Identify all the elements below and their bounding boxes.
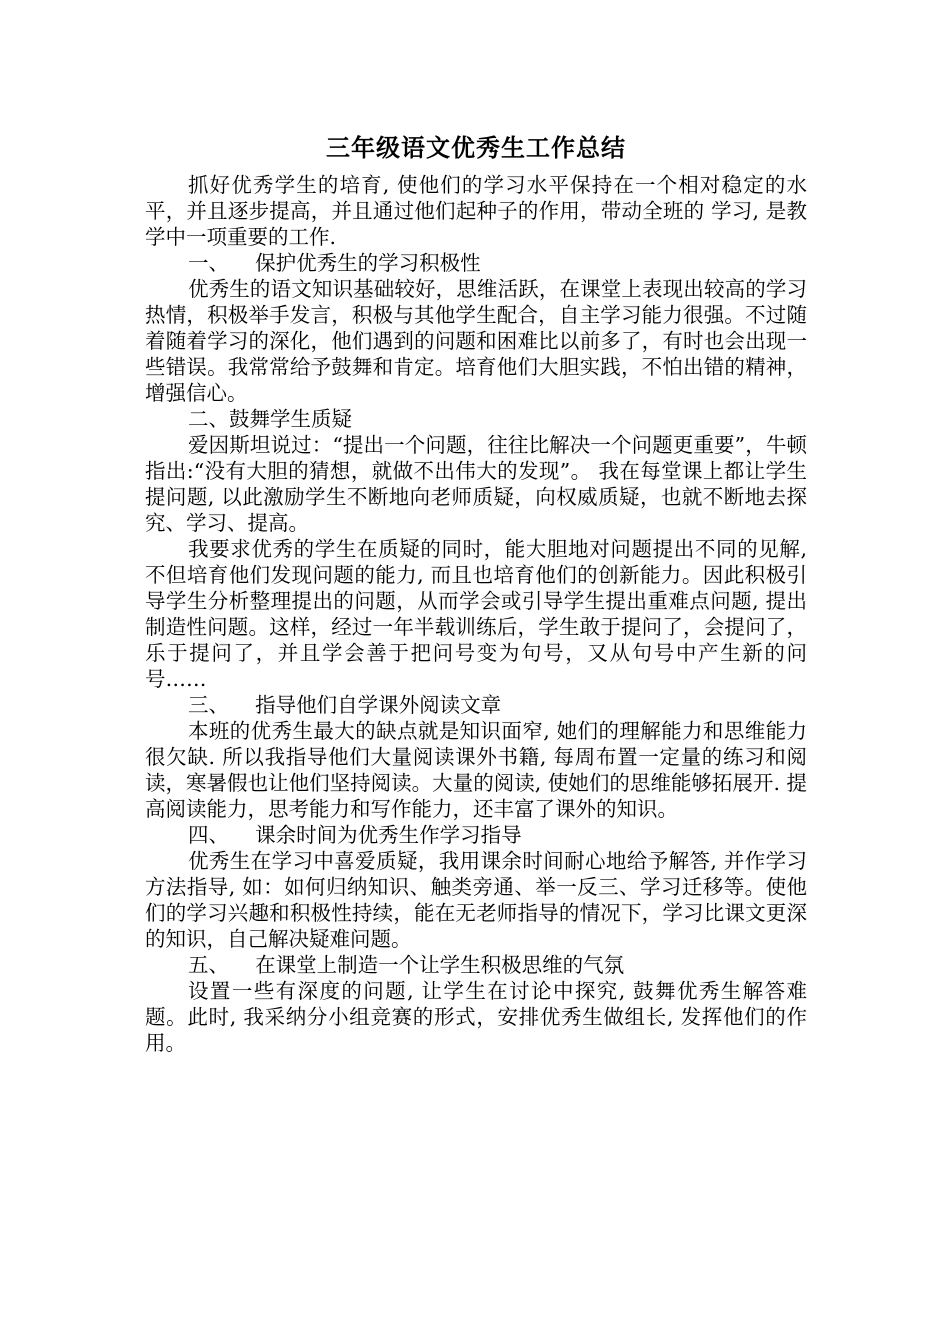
document-page bbox=[145, 128, 807, 1056]
paragraph-section-1: 优秀生的语文知识基础较好，思维活跃，在课堂上表现出较高的学习热情，积极举手发言，积极与其他学生配合，自主学习能力很强。不过随着随着学习的深化，他们遇到的问题和困难比以前多了，有时也会出现一些错误。我常常给予鼓舞和肯定。培育他们大胆实践，不怕出错的精神，增强信心。 bbox=[145, 277, 807, 405]
section-heading-4: 四、 课余时间为优秀生作学习指导 bbox=[188, 823, 522, 847]
section-heading-2: 二、鼓舞学生质疑 bbox=[188, 407, 352, 431]
paragraph-section-5: 设置一些有深度的问题, 让学生在讨论中探究, 鼓舞优秀生解答难题。此时, 我采纳分小组竞赛的形式，安排优秀生做组长, 发挥他们的作用。 bbox=[145, 979, 807, 1055]
paragraph-section-3: 本班的优秀生最大的缺点就是知识面窄, 她们的理解能力和思维能力很欠缺. 所以我指导他们大量阅读课外书籍, 每周布置一定量的练习和阅读，寒暑假也让他们坚持阅读。大量的阅读, 使她们的思维能够拓展开. 提高阅读能力，思考能力和写作能力，还丰富了课外的知识。 bbox=[145, 719, 807, 821]
section-heading-5: 五、 在课堂上制造一个让学生积极思维的气氛 bbox=[188, 953, 625, 977]
paragraph-section-4: 优秀生在学习中喜爱质疑，我用课余时间耐心地给予解答, 并作学习方法指导, 如：如何归纳知识、触类旁通、举一反三、学习迁移等。使他们的学习兴趣和积极性持续，能在无老师指导的情况下，学习比课文更深的知识，自己解决疑难问题。 bbox=[145, 849, 807, 951]
document-title: 三年级语文优秀生工作总结 bbox=[326, 133, 626, 162]
section-heading-1: 一、 保护优秀生的学习积极性 bbox=[188, 251, 481, 275]
paragraph-intro: 抓好优秀学生的培育, 使他们的学习水平保持在一个相对稳定的水平，并且逐步提高，并且通过他们起种子的作用，带动全班的 学习, 是教学中一项重要的工作. bbox=[145, 173, 807, 249]
paragraph-section-2b: 我要求优秀的学生在质疑的同时，能大胆地对问题提出不同的见解, 不但培育他们发现问题的能力, 而且也培育他们的创新能力。因此积极引导学生分析整理提出的问题，从而学会或引导学生提出重难点问题, 提出制造性问题。这样，经过一年半载训练后，学生敢于提问了，会提问了，乐于提问了，并且学会善于把问号变为句号，又从句号中产生新的问号…… bbox=[145, 537, 807, 691]
paragraph-section-2a: 爱因斯坦说过：“提出一个问题，往往比解决一个问题更重要”，牛顿指出:“没有大胆的猜想，就做不出伟大的发现”。 我在每堂课上都让学生提问题, 以此激励学生不断地向老师质疑，向权威质疑，也就不断地去探究、学习、提高。 bbox=[145, 433, 807, 535]
section-heading-3: 三、 指导他们自学课外阅读文章 bbox=[188, 693, 502, 717]
